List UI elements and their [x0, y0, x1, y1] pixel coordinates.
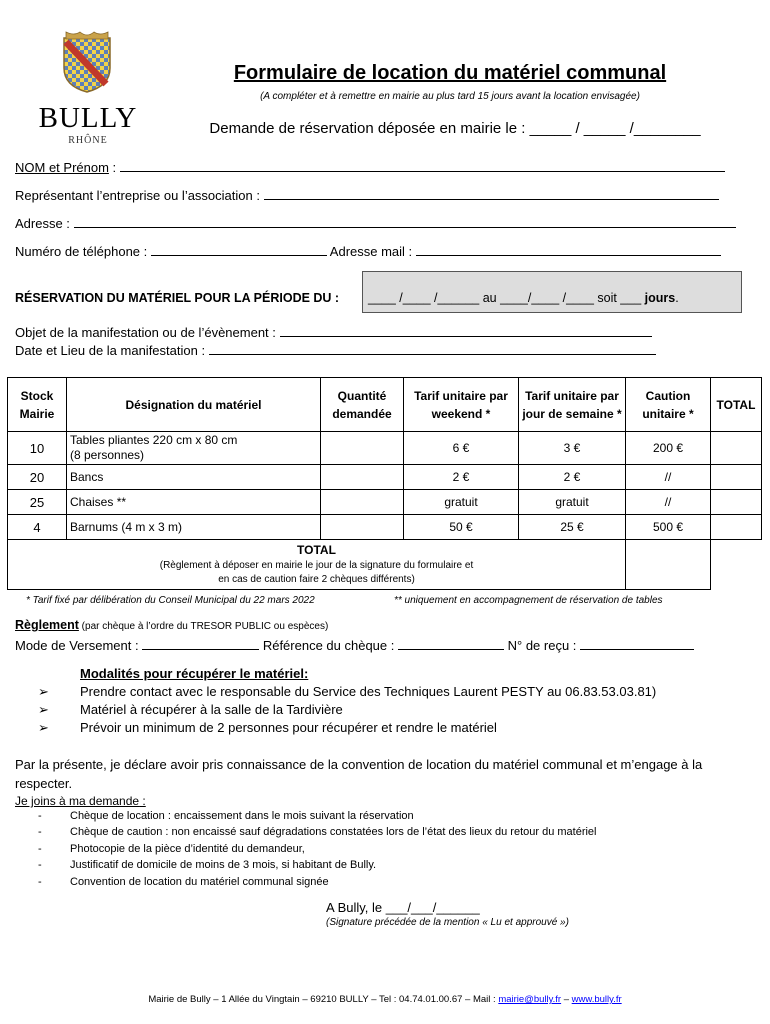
- cheque-ref-label: Référence du chèque :: [262, 638, 395, 653]
- col-header: Caution unitaire *: [626, 378, 711, 432]
- payment-fields[interactable]: [15, 638, 694, 653]
- col-header: Quantité demandée: [321, 378, 404, 432]
- phone-mail-field[interactable]: [15, 244, 721, 259]
- cheque-ref-fill: [398, 638, 504, 650]
- event-object-field[interactable]: [15, 325, 652, 340]
- table-row: [8, 515, 762, 540]
- list-item: - Convention de location du matériel communal signée: [38, 876, 329, 888]
- period-dates: ____ /____ /______ au ____/____ /____ soit ___ jours.: [368, 291, 679, 305]
- pickup-heading: Modalités pour récupérer le matériel:: [80, 666, 309, 681]
- weekday-price-cell: gratuit: [519, 490, 626, 515]
- mail-label: Adresse mail :: [329, 244, 413, 259]
- declaration-text: Par la présente, je déclare avoir pris connaissance de la convention de location du matériel communal et m’engage à la respecter.: [15, 757, 703, 791]
- list-item: - Photocopie de la pièce d’identité du demandeur,: [38, 843, 305, 855]
- quantity-cell[interactable]: [321, 490, 404, 515]
- event-object-fill-line: [280, 325, 652, 337]
- address-field[interactable]: [15, 216, 736, 231]
- weekday-price-cell: 3 €: [519, 432, 626, 465]
- deposit-cell: //: [626, 490, 711, 515]
- stock-cell: 25: [8, 490, 67, 515]
- quantity-cell[interactable]: [321, 432, 404, 465]
- payment-mode-label: Mode de Versement :: [15, 638, 139, 653]
- mail-fill-line: [416, 244, 721, 256]
- weekday-price-cell: 2 €: [519, 465, 626, 490]
- arrow-bullet-icon: ➢: [38, 720, 49, 735]
- arrow-bullet-icon: ➢: [38, 702, 49, 717]
- logo-subtitle: RHÔNE: [68, 135, 108, 146]
- mail-link[interactable]: mairie@bully.fr: [498, 994, 562, 1005]
- list-item: - Chèque de location : encaissement dans le mois suivant la réservation: [38, 810, 414, 822]
- website-link[interactable]: www.bully.fr: [571, 994, 622, 1005]
- table-header-row: [8, 378, 762, 432]
- deposit-date-line: Demande de réservation déposée en mairie le : _____ / _____ /________: [209, 120, 701, 137]
- col-header: Tarif unitaire par weekend *: [404, 378, 519, 432]
- representative-fill-line: [264, 188, 719, 200]
- name-label: NOM et Prénom: [15, 160, 109, 175]
- signature-mention: (Signature précédée de la mention « Lu et approuvé »): [326, 917, 569, 928]
- page-footer: Mairie de Bully – 1 Allée du Vingtain – 69210 BULLY – Tel : 04.74.01.00.67 – Mail : mairie@bully.fr – www.bully.fr: [148, 994, 622, 1005]
- total-cell[interactable]: [711, 465, 762, 490]
- col-header: Stock Mairie: [8, 378, 67, 432]
- deposit-cell: //: [626, 465, 711, 490]
- designation-cell: Chaises **: [67, 490, 321, 515]
- address-fill-line: [74, 216, 736, 228]
- payment-mode-fill: [142, 638, 259, 650]
- event-date-field[interactable]: [15, 343, 656, 358]
- weekend-price-cell: gratuit: [404, 490, 519, 515]
- quantity-cell[interactable]: [321, 515, 404, 540]
- event-date-label: Date et Lieu de la manifestation :: [15, 343, 206, 358]
- page-title: Formulaire de location du matériel communal: [233, 62, 667, 84]
- designation-cell: Bancs: [67, 465, 321, 490]
- table-row: [8, 465, 762, 490]
- list-item: - Chèque de caution : non encaissé sauf dégradations constatées lors de l’état des lieux du retour du matériel: [38, 826, 597, 838]
- stock-cell: 10: [8, 432, 67, 465]
- representative-label: Représentant l’entreprise ou l’association :: [15, 188, 260, 203]
- chairs-note: ** uniquement en accompagnement de réservation de tables: [394, 595, 663, 606]
- receipt-label: N° de reçu :: [507, 638, 577, 653]
- quantity-cell[interactable]: [321, 465, 404, 490]
- weekend-price-cell: 2 €: [404, 465, 519, 490]
- phone-label: Numéro de téléphone :: [15, 244, 148, 259]
- total-cell[interactable]: [711, 490, 762, 515]
- deposit-cell: 200 €: [626, 432, 711, 465]
- receipt-fill: [580, 638, 694, 650]
- tariff-note: * Tarif fixé par délibération du Conseil Municipal du 22 mars 2022: [26, 595, 315, 606]
- table-row: [8, 432, 762, 465]
- list-item: ➢ Prévoir un minimum de 2 personnes pour récupérer et rendre le matériel: [38, 720, 497, 735]
- designation-cell: Barnums (4 m x 3 m): [67, 515, 321, 540]
- signature-line[interactable]: A Bully, le ___/___/______: [326, 900, 480, 915]
- total-empty-cell: [711, 540, 762, 590]
- name-fill-line: [120, 160, 725, 172]
- name-field[interactable]: NOM et Prénom :: [15, 160, 725, 175]
- total-label-cell: TOTAL (Règlement à déposer en mairie le jour de la signature du formulaire et en cas de caution faire 2 chèques différents): [8, 540, 626, 590]
- event-object-label: Objet de la manifestation ou de l’évènement :: [15, 325, 276, 340]
- table-total-row: [8, 540, 762, 590]
- attachments-heading: Je joins à ma demande :: [15, 794, 146, 808]
- col-header: Tarif unitaire par jour de semaine *: [519, 378, 626, 432]
- total-cell[interactable]: [711, 432, 762, 465]
- total-cell[interactable]: [711, 515, 762, 540]
- deposit-cell: 500 €: [626, 515, 711, 540]
- equipment-table: [7, 377, 762, 590]
- list-item: ➢ Prendre contact avec le responsable du Service des Techniques Laurent PESTY au 06.83.53.03.81): [38, 684, 657, 699]
- period-label: RÉSERVATION DU MATÉRIEL POUR LA PÉRIODE DU :: [15, 291, 340, 305]
- arrow-bullet-icon: ➢: [38, 684, 49, 699]
- logo-name: BULLY: [38, 102, 138, 134]
- col-header: Désignation du matériel: [67, 378, 321, 432]
- col-header: TOTAL: [711, 378, 762, 432]
- phone-fill-line: [151, 244, 327, 256]
- weekend-price-cell: 6 €: [404, 432, 519, 465]
- weekday-price-cell: 25 €: [519, 515, 626, 540]
- address-label: Adresse :: [15, 216, 70, 231]
- town-crest-logo: [60, 30, 114, 94]
- page-subtitle: (A compléter et à remettre en mairie au plus tard 15 jours avant la location envisagée): [260, 91, 640, 102]
- representative-field[interactable]: [15, 188, 719, 203]
- stock-cell: 20: [8, 465, 67, 490]
- stock-cell: 4: [8, 515, 67, 540]
- list-item: - Justificatif de domicile de moins de 3 mois, si habitant de Bully.: [38, 859, 377, 871]
- weekend-price-cell: 50 €: [404, 515, 519, 540]
- list-item: ➢ Matériel à récupérer à la salle de la Tardivière: [38, 702, 343, 717]
- event-date-fill-line: [209, 343, 656, 355]
- payment-heading: Règlement (par chèque à l’ordre du TRESOR PUBLIC ou espèces): [15, 618, 329, 632]
- table-row: [8, 490, 762, 515]
- designation-cell: Tables pliantes 220 cm x 80 cm (8 personnes): [67, 432, 321, 465]
- total-deposit-cell[interactable]: [626, 540, 711, 590]
